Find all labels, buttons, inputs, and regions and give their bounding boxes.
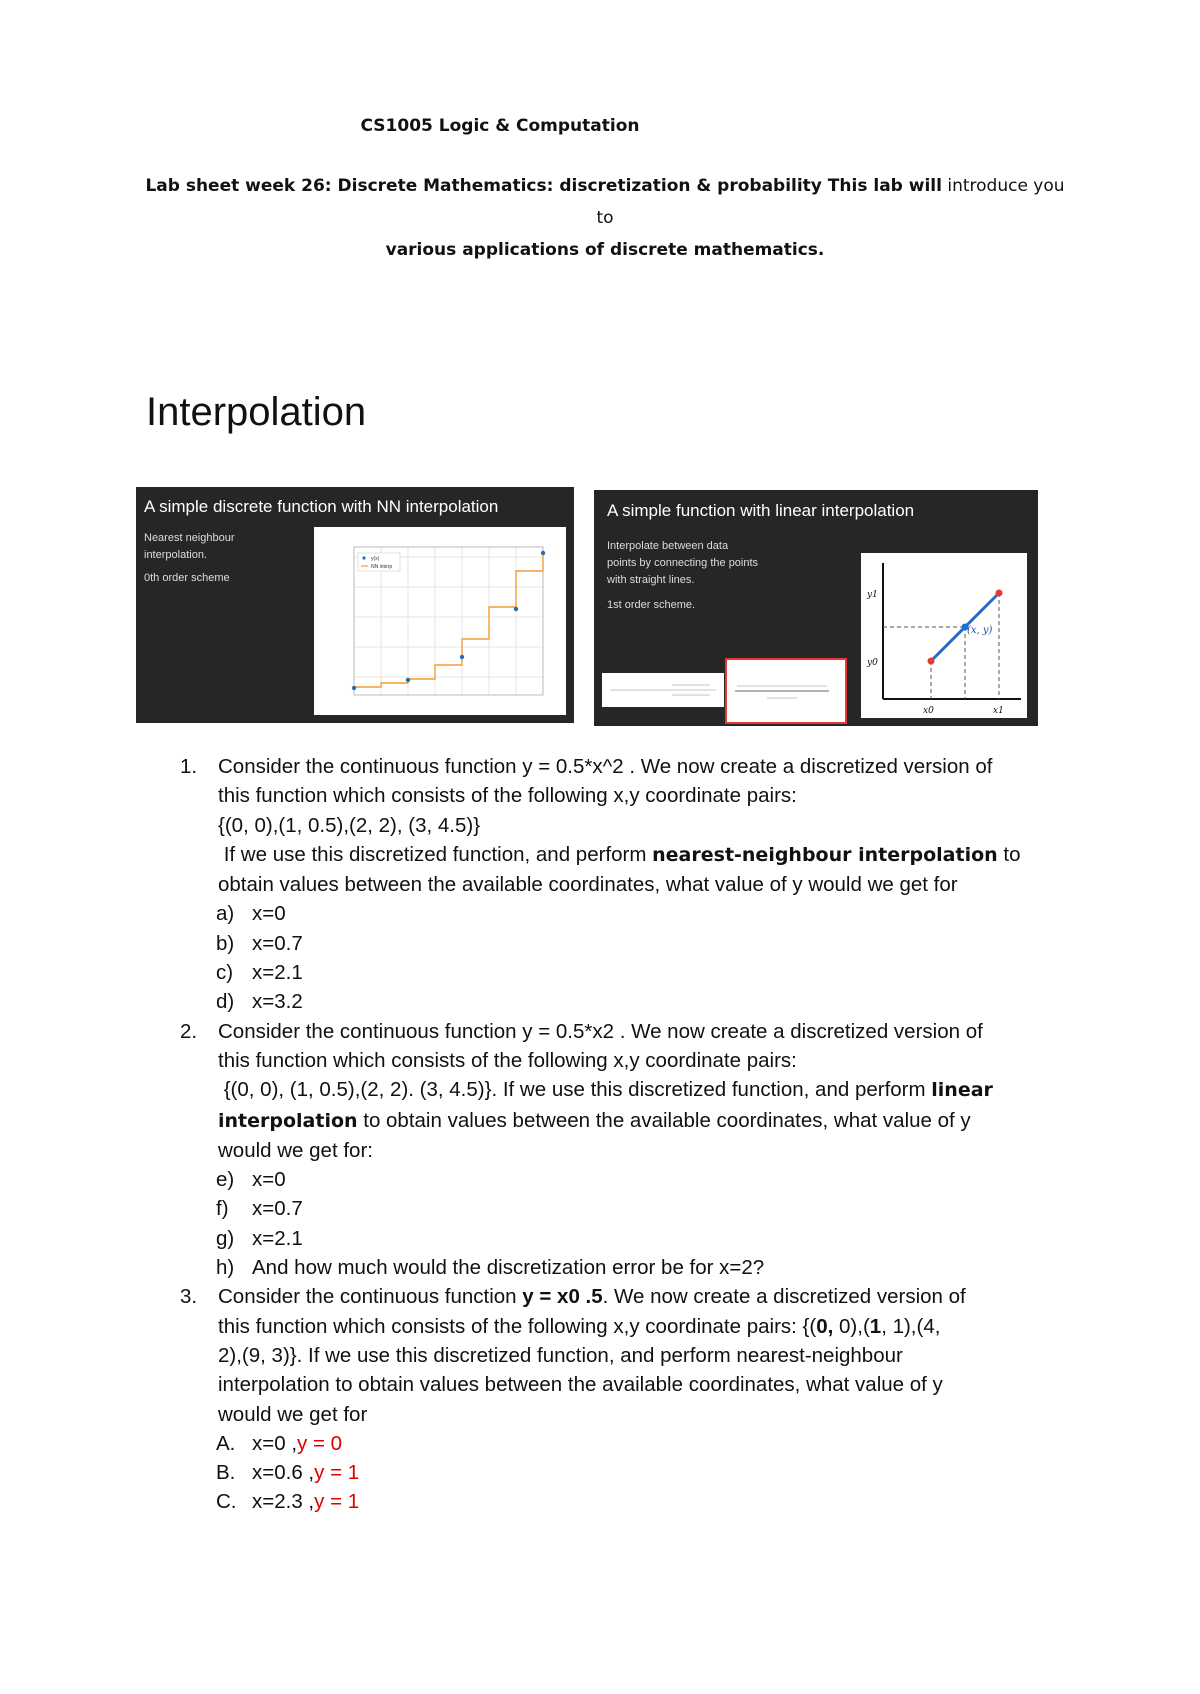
q2-sub-f: f) x=0.7 [216, 1197, 303, 1221]
q3-line1: Consider the continuous function y = x0 .5. We now create a discretized version of [218, 1285, 966, 1309]
q1-sub-b: b) x=0.7 [216, 931, 303, 955]
q1-sub-a: a) x=0 [216, 902, 286, 926]
nn-interpolation-slide [136, 487, 574, 723]
q2-line5: would we get for: [218, 1138, 373, 1162]
question-3 [180, 1282, 1080, 1428]
linear-interpolation-slide [594, 490, 1038, 726]
q3-line2: this function which consists of the following x,y coordinate pairs: {(0, 0),(1, 1),(4, [218, 1314, 941, 1338]
nn-step-line [354, 553, 543, 687]
course-title: CS1005 Logic & Computation [360, 116, 640, 136]
axis-x0: x0 [923, 706, 934, 716]
data-point [352, 686, 356, 690]
q1-line4: If we use this discretized function, and perform nearest-neighbour interpolation to [223, 842, 1021, 866]
data-point [541, 551, 545, 555]
data-point [514, 607, 518, 611]
legend-nn: NN interp [371, 564, 393, 570]
data-point [460, 655, 464, 659]
data-point [406, 678, 410, 682]
question-list [180, 752, 1080, 1517]
lab-title-bold: Lab sheet week 26: Discrete Mathematics: discretization & probability This lab will [145, 176, 942, 196]
q1-sub-d: d) x=3.2 [216, 990, 303, 1014]
q2-sub-h: h) And how much would the discretization error be for x=2? [216, 1256, 765, 1280]
legend-y: y(x) [371, 556, 380, 562]
axis-x1: x1 [993, 706, 1004, 716]
lab-title [140, 170, 1070, 266]
q3-sub-a: A. x=0 , y = 0 [180, 1429, 1080, 1458]
q1-line5: obtain values between the available coordinates, what value of y would we get for [218, 873, 958, 897]
point-label: (x, y) [967, 625, 993, 636]
axis-y1: y1 [867, 590, 878, 600]
lab-title-rest: introduce you to [596, 176, 1065, 228]
endpoint-right [996, 590, 1003, 597]
q2-line3: {(0, 0), (1, 0.5),(2, 2). (3, 4.5)}. If we use this discretized function, and perform linear [223, 1078, 993, 1102]
lab-title-line2: various applications of discrete mathematics. [385, 240, 825, 260]
nn-step-plot [314, 527, 566, 715]
q3-sub-b: B. x=0.6 , y = 1 [180, 1458, 1080, 1487]
axis-y0: y0 [867, 658, 878, 668]
q3-line4: interpolation to obtain values between the available coordinates, what value of y [218, 1373, 943, 1397]
question-number: 2. [180, 1019, 198, 1043]
q2-sub-e: e) x=0 [216, 1168, 286, 1192]
q2-line4: interpolation to obtain values between the available coordinates, what value of y [218, 1108, 971, 1132]
q2-sub-g: g) x=2.1 [216, 1226, 303, 1250]
answer: y = 0 [297, 1431, 343, 1455]
question-2 [180, 1017, 1080, 1165]
q3-line5: would we get for [218, 1402, 368, 1426]
q2-line1: Consider the continuous function y = 0.5*x2 . We now create a discretized version of [218, 1019, 983, 1043]
linear-plot-svg [861, 553, 1027, 718]
slide1-description: Nearest neighbour interpolation. 0th order scheme [144, 532, 235, 584]
nn-step-plot-svg [314, 527, 566, 715]
formula-highlight-box [725, 658, 847, 724]
slide2-title: A simple function with linear interpolation [607, 501, 915, 520]
endpoint-left [928, 658, 935, 665]
q1-coordinates: {(0, 0),(1, 0.5),(2, 2), (3, 4.5)} [218, 813, 481, 837]
answer: y = 1 [314, 1490, 360, 1514]
question-number: 1. [180, 755, 198, 778]
q1-line2: this function which consists of the following x,y coordinate pairs: [218, 784, 797, 808]
slide2-description: Interpolate between data points by connecting the points with straight lines. 1st order scheme. [607, 540, 759, 611]
q3-line3: 2),(9, 3)}. If we use this discretized function, and perform nearest-neighbour [218, 1343, 903, 1367]
linear-plot [861, 553, 1027, 718]
slide1-title: A simple discrete function with NN interpolation [144, 497, 499, 516]
question-number: 3. [180, 1285, 198, 1309]
answer: y = 1 [314, 1461, 360, 1485]
q1-line1: Consider the continuous function y = 0.5*x^2 . We now create a discretized version of [218, 755, 993, 778]
q1-sub-c: c) x=2.1 [216, 961, 303, 985]
formula-left [602, 673, 724, 707]
section-heading: Interpolation [146, 390, 367, 434]
q3-sub-c: C. x=2.3 , y = 1 [180, 1487, 1080, 1516]
q2-line2: this function which consists of the following x,y coordinate pairs: [218, 1048, 797, 1072]
question-1 [180, 752, 1080, 899]
